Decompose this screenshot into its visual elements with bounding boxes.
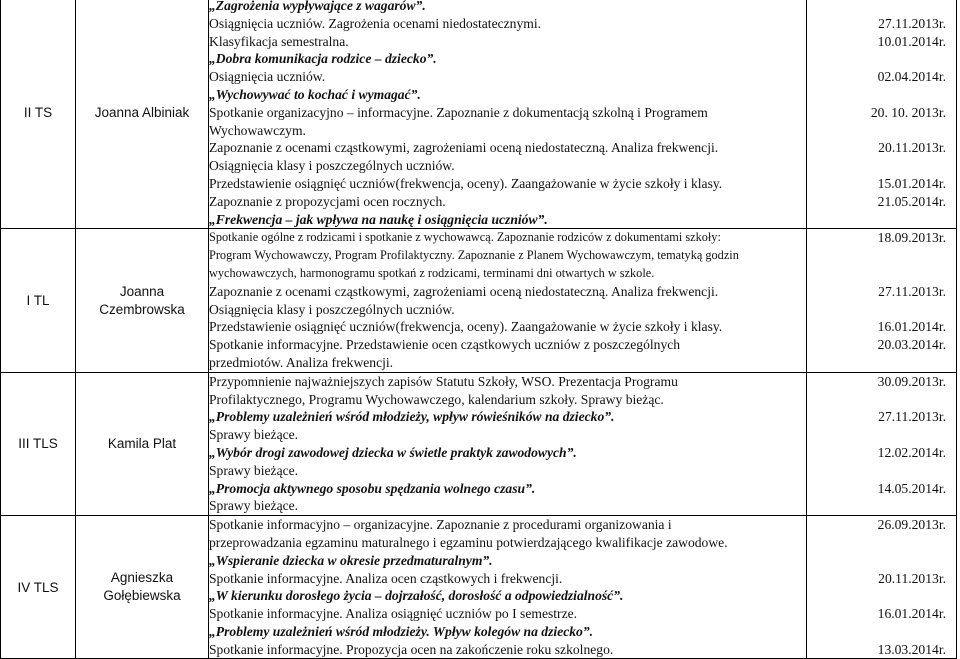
- meeting-date: [807, 50, 956, 68]
- meeting-topic-line: Osiągnięcia klasy i poszczególnych uczniów.: [209, 158, 455, 174]
- meeting-theme: „Wybór drogi zawodowej dziecka w świetle praktyk zawodowych”.: [209, 444, 577, 460]
- teacher-name: Joanna Albiniak: [76, 0, 209, 229]
- class-name: II TS: [1, 0, 76, 229]
- schedule-body: [1, 0, 957, 659]
- meeting-date: 20.11.2013r.: [878, 140, 946, 156]
- meeting-date: [807, 462, 956, 480]
- meeting-date: 16.01.2014r.: [877, 606, 946, 622]
- class-name: IV TLS: [1, 516, 76, 659]
- meeting-topic-line: Spotkanie informacyjne. Analiza ocen cząstkowych i frekwencji.: [209, 570, 563, 586]
- class-name: I TL: [1, 229, 76, 372]
- meeting-date: 13.03.2014r.: [877, 641, 946, 657]
- meeting-theme: „Wspieranie dziecka w okresie przedmaturalnym”.: [209, 552, 493, 568]
- meeting-topic-line: Osiągnięcia klasy i poszczególnych uczniów.: [209, 301, 455, 317]
- meeting-date: 20.03.2014r.: [877, 337, 946, 353]
- meeting-topics: [209, 0, 807, 229]
- meeting-date: [807, 211, 956, 229]
- meeting-theme: „Frekwencja – jak wpływa na naukę i osiągnięcia uczniów”.: [209, 211, 548, 227]
- class-row: [1, 372, 957, 515]
- meeting-theme: „Wychowywać to kochać i wymagać”.: [209, 86, 421, 102]
- meeting-date: [807, 426, 956, 444]
- meeting-topic-line: Program Wychowawczy, Program Profilaktyczny. Zapoznanie z Planem Wychowawczym, tematyką godzin: [209, 248, 739, 263]
- meeting-topic-line: Klasyfikacja semestralna.: [209, 33, 349, 49]
- meeting-topic-line: Profilaktycznego, Programu Wychowawczego, kalendarium szkoły. Sprawy bieżąc.: [209, 391, 664, 407]
- meeting-date: 12.02.2014r.: [877, 444, 946, 460]
- meeting-theme: „Problemy uzależnień wśród młodzieży. Wpływ kolegów na dziecko”.: [209, 623, 594, 639]
- meeting-date: 27.11.2013r.: [878, 283, 946, 299]
- teacher-name-line: Agnieszka: [110, 570, 174, 586]
- meeting-topic-line: przeprowadzania egzaminu maturalnego i egzaminu potwierdzającego kwalifikacje zawodowe.: [209, 534, 728, 550]
- teacher-name: Joanna Czembrowska: [76, 229, 209, 372]
- meeting-date: [807, 354, 956, 372]
- meeting-topic-line: Zapoznanie z ocenami cząstkowymi, zagrożeniami oceną niedostateczną. Analiza frekwencji.: [209, 140, 719, 156]
- meeting-date: [807, 587, 956, 605]
- meeting-date: 10.01.2014r.: [877, 33, 946, 49]
- meeting-date: [807, 552, 956, 570]
- meeting-date: [807, 122, 956, 140]
- meeting-date: [807, 391, 956, 409]
- class-name: III TLS: [1, 372, 76, 515]
- meeting-date: [807, 247, 956, 265]
- meeting-date: 14.05.2014r.: [877, 480, 946, 496]
- teacher-name: Kamila Plat: [76, 372, 209, 515]
- meeting-date: [807, 86, 956, 104]
- meeting-dates: [807, 516, 957, 659]
- meeting-topic-line: Przedstawienie osiągnięć uczniów(frekwencja, oceny). Zaangażowanie w życie szkoły i klasy.: [209, 319, 723, 335]
- meeting-date: [807, 301, 956, 319]
- meeting-theme: „Problemy uzależnień wśród młodzieży, wpływ rówieśników na dziecko”.: [209, 409, 615, 425]
- meeting-topic-line: Spotkanie informacyjne. Analiza osiągnięć uczniów po I semestrze.: [209, 606, 578, 622]
- meeting-topic-line: wychowawczych, harmonogramu spotkań z rodzicami, terminami dni otwartych w szkole.: [209, 265, 655, 280]
- meeting-date: 27.11.2013r.: [878, 409, 946, 425]
- meeting-date: [807, 623, 956, 641]
- meeting-topic-line: Osiągnięcia uczniów. Zagrożenia ocenami niedostatecznymi.: [209, 15, 542, 31]
- meeting-date: [807, 497, 956, 515]
- meeting-topic-line: Sprawy bieżące.: [209, 462, 299, 478]
- meeting-dates: [807, 229, 957, 372]
- meeting-theme: „W kierunku dorosłego życia – dojrzałość, dorosłość a odpowiedzialność”.: [209, 588, 624, 604]
- meeting-topic-line: Spotkanie informacyjne. Przedstawienie ocen cząstkowych uczniów z poszczególnych: [209, 337, 681, 353]
- meeting-date: 21.05.2014r.: [877, 193, 946, 209]
- meeting-date: [807, 157, 956, 175]
- meeting-dates: [807, 0, 957, 229]
- class-row: [1, 516, 957, 659]
- meeting-topic-line: Spotkanie informacyjne. Propozycja ocen na zakończenie roku szkolnego.: [209, 641, 614, 657]
- meeting-topic-line: Przedstawienie osiągnięć uczniów(frekwencja, oceny). Zaangażowanie w życie szkoły i klasy.: [209, 175, 723, 191]
- teacher-name: [76, 516, 209, 659]
- meeting-topic-line: Osiągnięcia uczniów.: [209, 69, 326, 85]
- meeting-date: 27.11.2013r.: [878, 15, 946, 31]
- meeting-date: 26.09.2013r.: [877, 517, 946, 533]
- meeting-topic-line: Przypomnienie najważniejszych zapisów Statutu Szkoły, WSO. Prezentacja Programu: [209, 373, 678, 389]
- meeting-date: 20.11.2013r.: [878, 570, 946, 586]
- class-row: [1, 229, 957, 372]
- meeting-topics: [209, 372, 807, 515]
- meeting-theme: „Promocja aktywnego sposobu spędzania wolnego czasu”.: [209, 480, 536, 496]
- meeting-date: 20. 10. 2013r.: [870, 104, 946, 120]
- meeting-topic-line: Sprawy bieżące.: [209, 427, 299, 443]
- meeting-date: 30.09.2013r.: [877, 373, 946, 389]
- meeting-topic-line: Spotkanie ogólne z rodzicami i spotkanie z wychowawcą. Zapoznanie rodziców z dokumentami szkoły:: [209, 230, 721, 245]
- meeting-topic-line: Zapoznanie z ocenami cząstkowymi, zagrożeniami oceną niedostateczną. Analiza frekwencji.: [209, 283, 719, 299]
- meeting-date: [807, 534, 956, 552]
- meeting-date: [807, 0, 956, 15]
- meeting-date: 15.01.2014r.: [877, 175, 946, 191]
- meeting-date: 16.01.2014r.: [877, 319, 946, 335]
- teacher-name-line: Gołębiewska: [103, 588, 181, 604]
- meeting-topic-line: przedmiotów. Analiza frekwencji.: [209, 354, 394, 370]
- meeting-topic-line: Zapoznanie z propozycjami ocen rocznych.: [209, 193, 446, 209]
- meeting-topic-line: Spotkanie organizacyjno – informacyjne. Zapoznanie z dokumentacją szkolną i Programem: [209, 104, 708, 120]
- meeting-topic-line: Spotkanie informacyjno – organizacyjne. Zapoznanie z procedurami organizowania i: [209, 517, 672, 533]
- meeting-topic-line: Wychowawczym.: [209, 122, 306, 138]
- meeting-date: 02.04.2014r.: [877, 69, 946, 85]
- meeting-date: [807, 265, 956, 283]
- meeting-date: 18.09.2013r.: [877, 230, 946, 246]
- meeting-theme: „Dobra komunikacja rodzice – dziecko”.: [209, 51, 437, 67]
- meeting-theme: „Zagrożenia wypływające z wagarów”.: [209, 0, 426, 13]
- meeting-topic-line: Sprawy bieżące.: [209, 498, 299, 514]
- class-row: [1, 0, 957, 229]
- meeting-dates: [807, 372, 957, 515]
- meeting-topics: [209, 229, 807, 372]
- meeting-topics: [209, 516, 807, 659]
